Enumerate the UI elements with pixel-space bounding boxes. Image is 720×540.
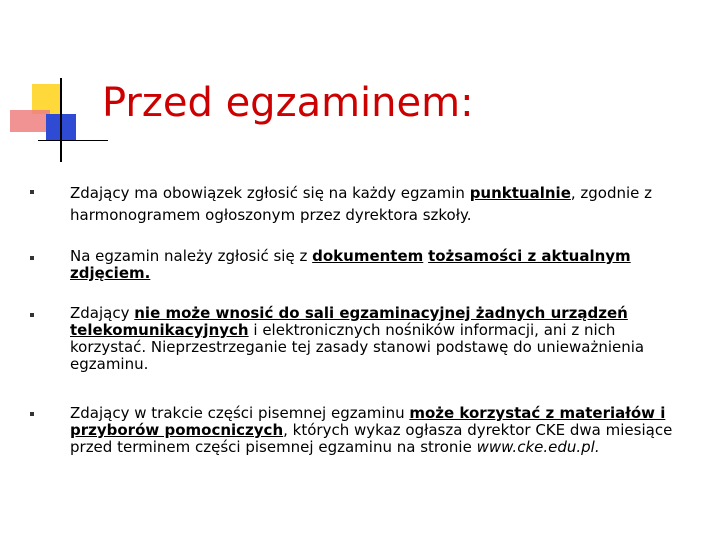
slide-title: Przed egzaminem:	[102, 80, 474, 126]
bullet-marker-icon	[30, 313, 34, 317]
bullet-text: i elektronicznych nośników informacji, ani z nich korzystać. Nieprzestrzeganie tej zasady stanowi podstawę do unieważnienia egzaminu.	[70, 321, 645, 373]
bullet-item-3	[70, 305, 685, 373]
bullet-item-1	[70, 182, 685, 226]
bullet-text: Zdający	[70, 304, 135, 322]
bullet-emphasis: tożsamości z aktualnym zdjęciem.	[70, 247, 631, 282]
bullet-text: Zdający ma obowiązek zgłosić się na każdy egzamin	[70, 184, 470, 202]
bullet-text: , zgodnie z harmonogramem ogłoszonym przez dyrektora szkoły.	[70, 184, 653, 224]
logo-vertical-line	[60, 78, 62, 162]
bullet-marker-icon	[30, 190, 34, 194]
bullet-emphasis: nie może wnosić do sali egzaminacyjnej żadnych urządzeń telekomunikacyjnych	[70, 304, 628, 339]
bullet-emphasis: może korzystać z materiałów i przyborów pomocniczych	[70, 404, 666, 439]
bullet-emphasis: punktualnie	[469, 184, 571, 202]
bullet-item-2	[70, 248, 685, 282]
bullet-item-4	[70, 405, 685, 456]
logo-horizontal-line	[38, 140, 108, 141]
bullet-text: Zdający w trakcie części pisemnej egzaminu	[70, 404, 410, 422]
bullet-text: , których wykaz ogłasza dyrektor CKE dwa miesiące przed terminem części pisemnej egzaminu na stronie	[70, 421, 673, 456]
bullet-emphasis: dokumentem	[312, 247, 424, 265]
slide-logo-decoration	[0, 0, 100, 170]
bullet-marker-icon	[30, 256, 34, 260]
bullet-text: Na egzamin należy zgłosić się z	[70, 247, 313, 265]
bullet-marker-icon	[30, 412, 34, 416]
website-text: www.cke.edu.pl.	[476, 438, 600, 456]
logo-red-square	[10, 110, 50, 132]
